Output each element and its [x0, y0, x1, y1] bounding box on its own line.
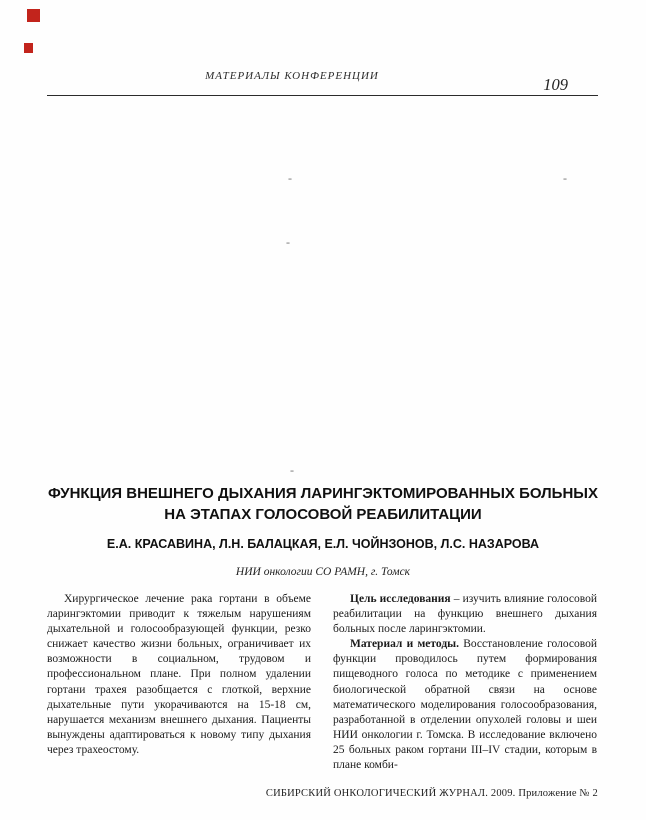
paragraph [333, 637, 597, 773]
body-columns [47, 592, 598, 773]
paragraph-text: Хирургическое лечение рака гортани в объеме ларингэктомии приводит к тяжелым нарушениям дыхательной и голосообразующей функции, резко снижает качество жизни больных, ограничивает их возможности в социальном, трудовом и профессиональном плане. При полном удалении гортани трахея разобщается с глоткой, верхние дыхательные пути укорачиваются на 15-18 см, нарушается механизм внешнего дыхания. Пациенты вынуждены адаптироваться к новому типу дыхания через трахеостому. [47, 593, 311, 756]
affiliation-line: НИИ онкологии СО РАМН, г. Томск [235, 566, 411, 578]
authors-line: Е.А. КРАСАВИНА, Л.Н. БАЛАЦКАЯ, Е.Л. ЧОЙНЗОНОВ, Л.С. НАЗАРОВА [106, 537, 540, 551]
journal-footer: СИБИРСКИЙ ОНКОЛОГИЧЕСКИЙ ЖУРНАЛ. 2009. Приложение № 2 [265, 788, 598, 799]
registration-mark [27, 9, 40, 22]
paragraph-text: – изучить влияние голосовой реабилитации на функцию внешнего дыхания больных после ларингэктомии. [333, 593, 597, 636]
paragraph-lead: Цель исследования [350, 593, 451, 605]
page-number: 109 [543, 75, 568, 94]
scan-artifact-dash: - [286, 235, 290, 249]
registration-mark [24, 43, 33, 53]
article-title-text: ФУНКЦИЯ ВНЕШНЕГО ДЫХАНИЯ ЛАРИНГЭКТОМИРОВАННЫХ БОЛЬНЫХ НА ЭТАПАХ ГОЛОСОВОЙ РЕАБИЛИТАЦИИ [48, 485, 598, 523]
header-rule [47, 95, 598, 96]
body-right-column [333, 592, 597, 773]
paragraph [333, 592, 597, 637]
article-title [38, 483, 608, 525]
scan-artifact-dash: - [563, 171, 567, 185]
scan-artifact-dash: - [288, 171, 292, 185]
paragraph-text: Восстановление голосовой функции проводилось путем формирования пищеводного голоса по методике с применением биологической обратной связи на основе математического моделирования голосообразования, разработанной в отделении опухолей головы и шеи НИИ онкологии г. Томска. В исследование включено 25 больных раком гортани III–IV стадии, которым в плане комби- [333, 638, 597, 772]
paragraph-lead: Материал и методы. [350, 638, 459, 651]
paragraph [47, 592, 311, 758]
body-left-column [47, 592, 311, 773]
running-title: МАТЕРИАЛЫ КОНФЕРЕНЦИИ [205, 70, 379, 82]
scan-artifact-dash: - [290, 463, 294, 477]
